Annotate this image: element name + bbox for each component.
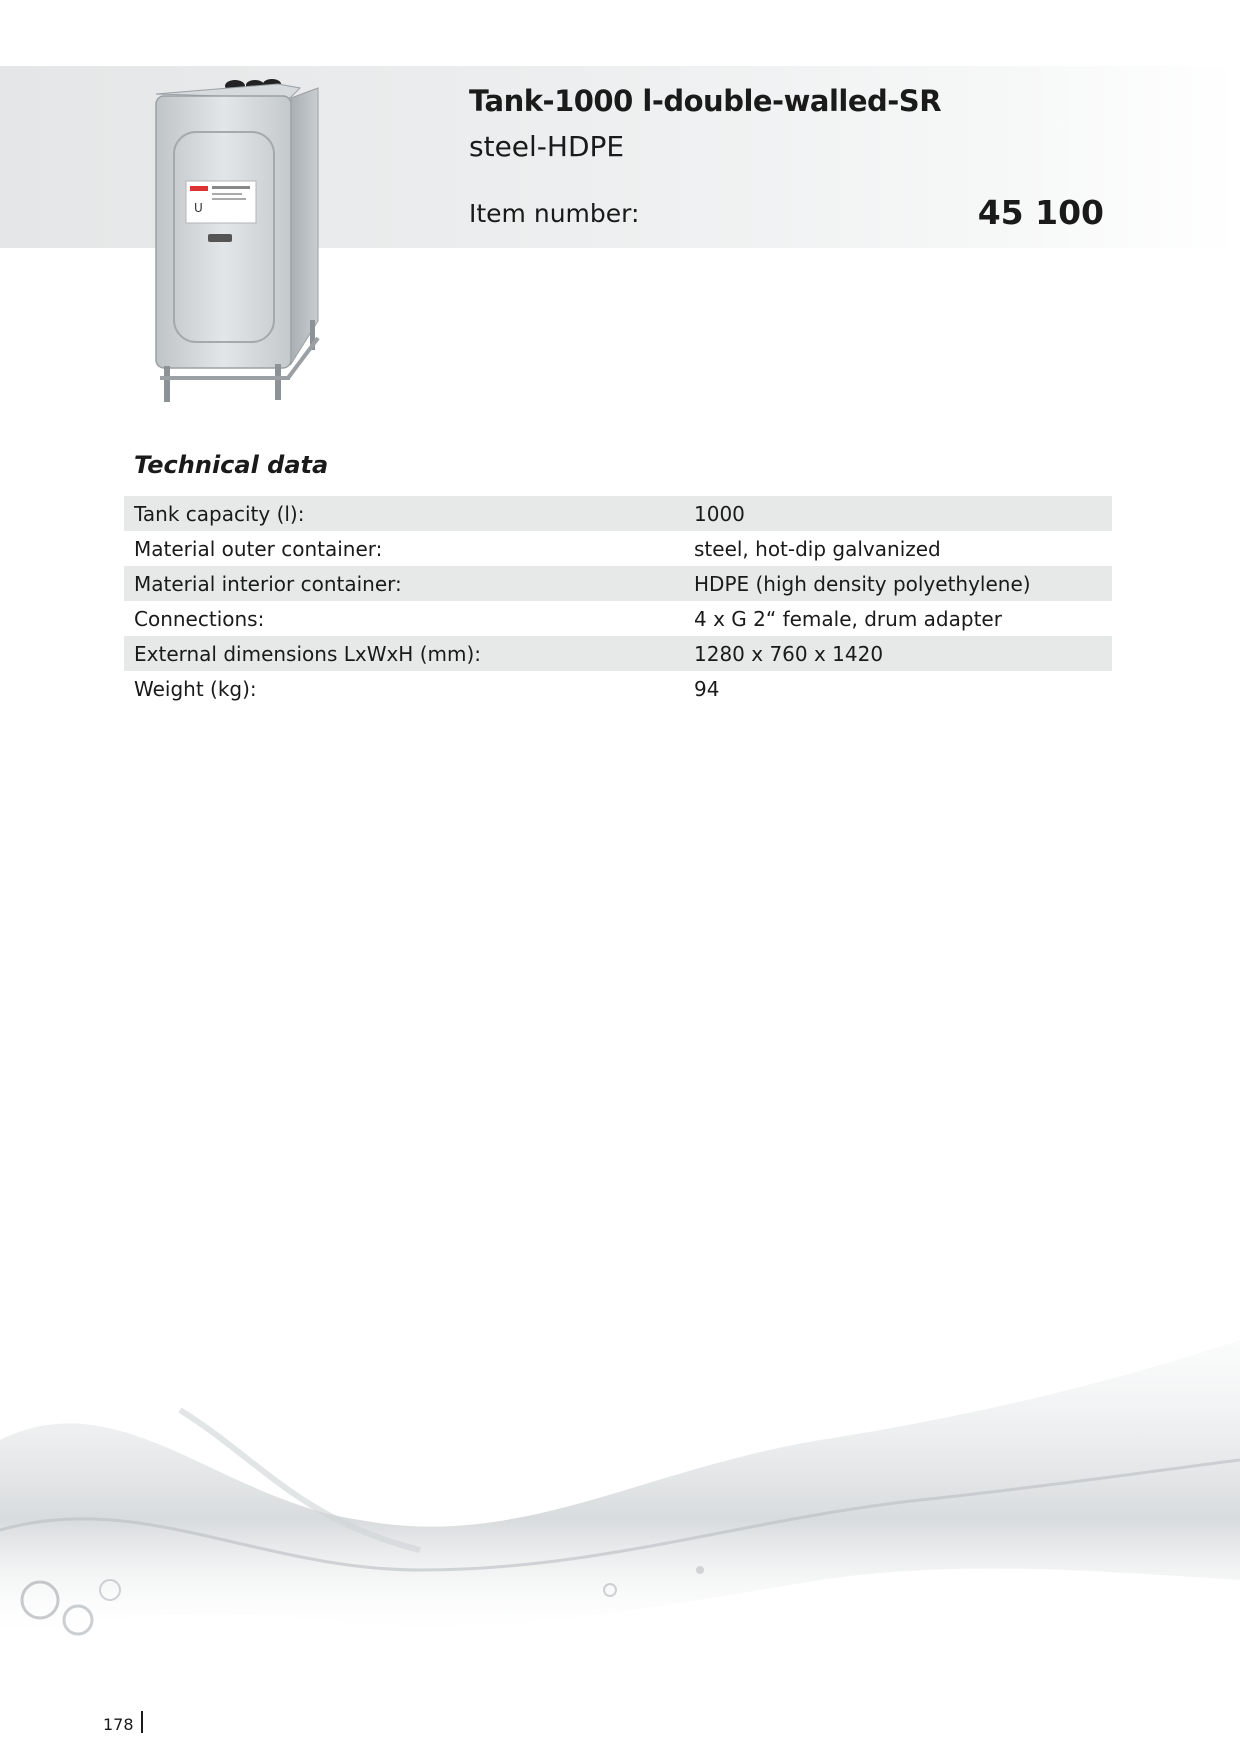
spec-value: steel, hot-dip galvanized <box>694 536 941 561</box>
spec-value: 1000 <box>694 496 1112 531</box>
spec-value: HDPE (high density polyethylene) <box>694 566 1112 601</box>
table-row <box>124 636 1112 671</box>
spec-key: Tank capacity (l): <box>124 496 694 531</box>
technical-data-heading: Technical data <box>134 451 329 479</box>
spec-key: Material interior container: <box>124 566 694 601</box>
page-number: 178 <box>103 1715 134 1734</box>
table-row <box>124 496 1112 531</box>
spec-value: 94 <box>694 676 720 701</box>
tank-product-image <box>150 76 400 406</box>
spec-key: Weight (kg): <box>134 676 257 701</box>
product-title: Tank-1000 l-double-walled-SR <box>469 84 942 118</box>
technical-data-table <box>124 496 1112 706</box>
item-number-value: 45 100 <box>977 193 1104 232</box>
item-number-label: Item number: <box>469 199 640 228</box>
spec-value: 1280 x 760 x 1420 <box>694 636 1112 671</box>
spec-key: External dimensions LxWxH (mm): <box>124 636 694 671</box>
svg-text:U: U <box>194 201 203 215</box>
spec-key: Material outer container: <box>134 536 383 561</box>
product-subtitle: steel-HDPE <box>469 130 625 163</box>
page-number-divider <box>141 1711 143 1733</box>
table-row <box>124 671 1112 706</box>
spec-key: Connections: <box>134 606 265 631</box>
table-row <box>124 566 1112 601</box>
water-splash-decoration <box>0 1320 1240 1700</box>
spec-value: 4 x G 2“ female, drum adapter <box>694 606 1002 631</box>
table-row <box>124 531 1112 566</box>
table-row <box>124 601 1112 636</box>
